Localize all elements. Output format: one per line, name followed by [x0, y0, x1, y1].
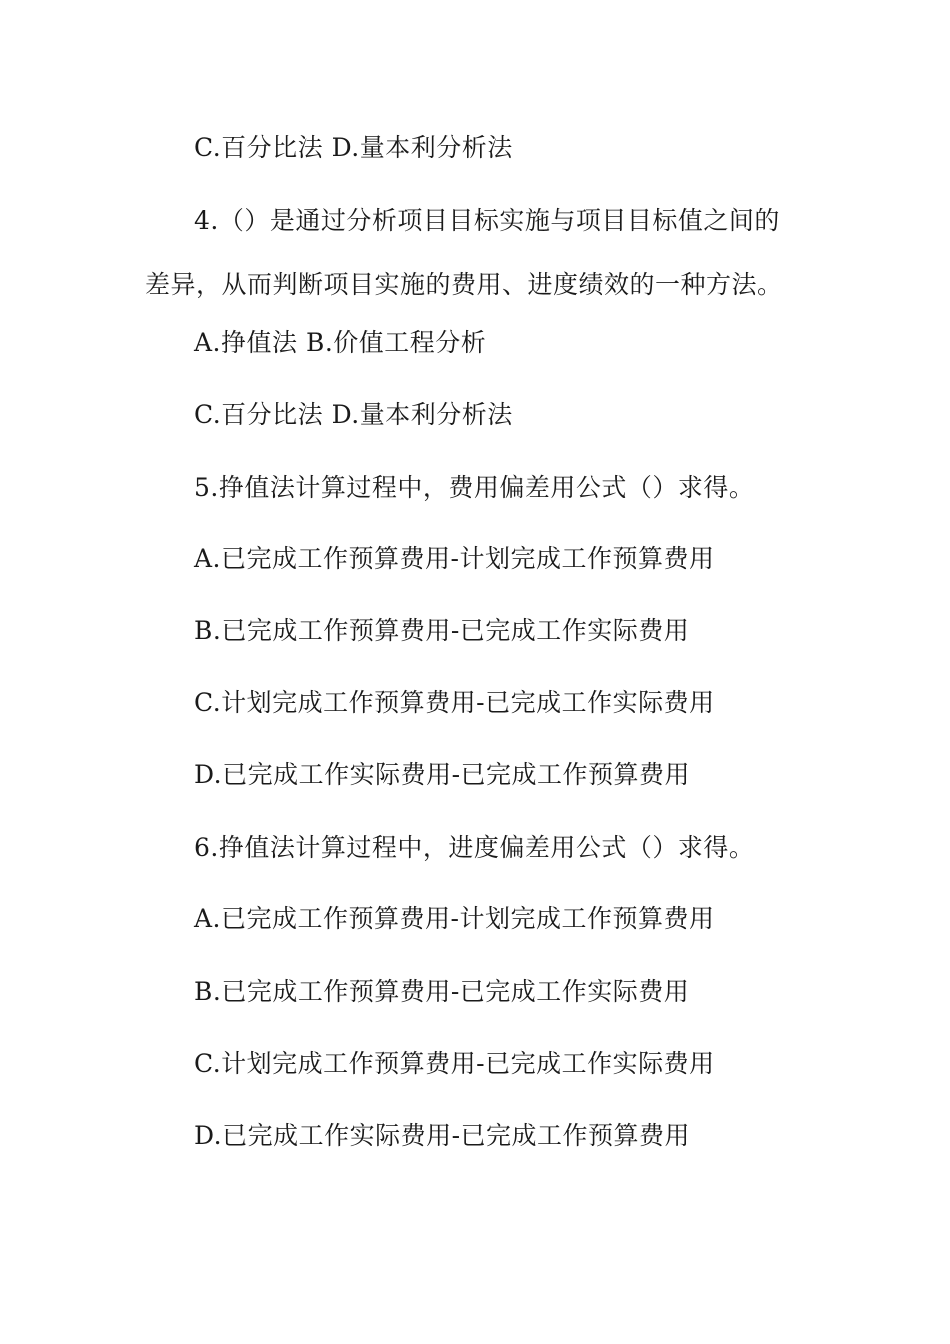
- q6-option-b: B.已完成工作预算费用-已完成工作实际费用: [194, 977, 690, 1006]
- q4-options-ab: A.挣值法 B.价值工程分析: [194, 328, 487, 357]
- q4-stem: [145, 203, 795, 303]
- q5-stem: 5.挣值法计算过程中，费用偏差用公式（）求得。: [194, 473, 755, 502]
- q3-options-cd: C.百分比法 D.量本利分析法: [194, 133, 513, 162]
- q5-option-c: C.计划完成工作预算费用-已完成工作实际费用: [194, 688, 715, 717]
- q5-option-a: A.已完成工作预算费用-计划完成工作预算费用: [194, 544, 715, 573]
- q4-stem-line2: 差异，从而判断项目实施的费用、进度绩效的一种方法。: [145, 270, 783, 299]
- q5-option-d: D.已完成工作实际费用-已完成工作预算费用: [194, 760, 691, 789]
- q5-option-b: B.已完成工作预算费用-已完成工作实际费用: [194, 616, 690, 645]
- q6-option-a: A.已完成工作预算费用-计划完成工作预算费用: [194, 904, 715, 933]
- q6-stem: 6.挣值法计算过程中，进度偏差用公式（）求得。: [194, 833, 755, 862]
- q6-option-c: C.计划完成工作预算费用-已完成工作实际费用: [194, 1049, 715, 1078]
- q6-option-d: D.已完成工作实际费用-已完成工作预算费用: [194, 1121, 691, 1150]
- q4-stem-line1: 4.（）是通过分析项目目标实施与项目目标值之间的: [194, 206, 780, 235]
- q4-options-cd: C.百分比法 D.量本利分析法: [194, 400, 513, 429]
